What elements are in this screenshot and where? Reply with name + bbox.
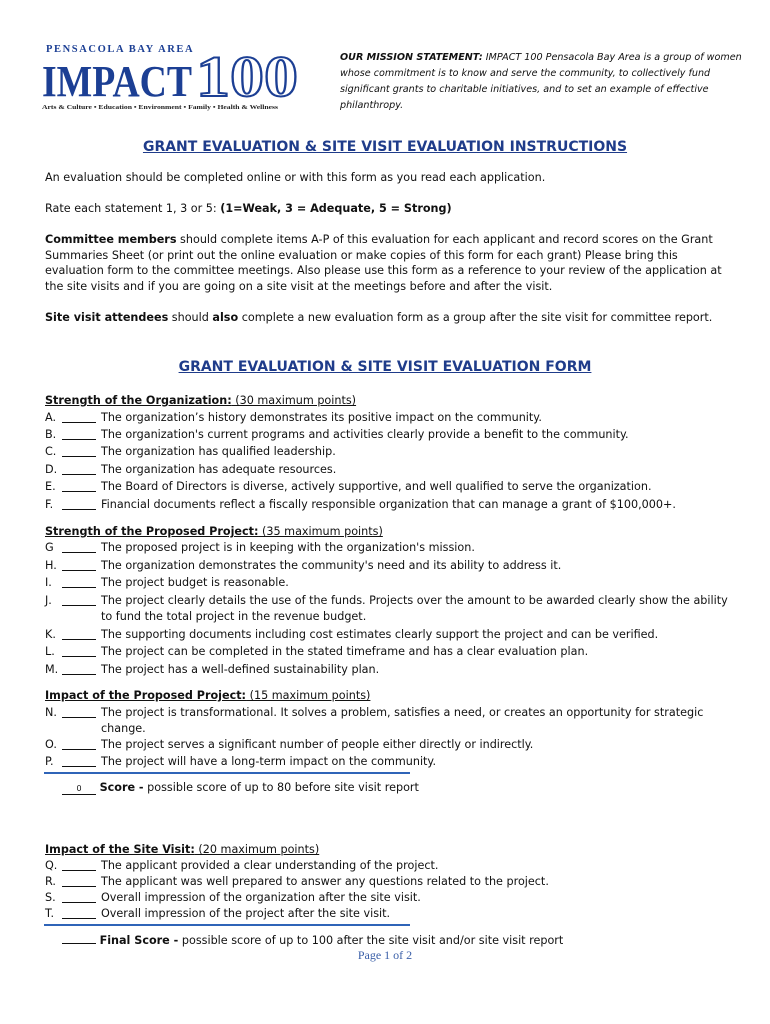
score-label: Score - xyxy=(99,781,144,794)
item-letter: R. xyxy=(45,875,56,888)
item-letter: T. xyxy=(45,907,55,920)
item-text: Overall impression of the project after the site visit. xyxy=(101,907,391,920)
mission-label: OUR MISSION STATEMENT: xyxy=(340,52,483,63)
score-blank[interactable] xyxy=(62,558,96,571)
section-title-text: Impact of the Site Visit: xyxy=(45,843,195,856)
score-field[interactable]: 0 xyxy=(62,783,96,795)
logo-tagline: Arts & Culture • Education • Environment • Family • Health & Wellness xyxy=(42,104,279,111)
item-text: The organization’s history demonstrates its positive impact on the community. xyxy=(101,411,542,424)
item-letter: G xyxy=(45,541,54,554)
final-score-field[interactable] xyxy=(62,943,96,944)
item-text: The project can be completed in the stated timeframe and has a clear evaluation plan. xyxy=(101,645,589,658)
site-visit-also: also xyxy=(212,311,239,324)
item-text: The organization demonstrates the community's need and its ability to address it. xyxy=(101,559,562,572)
rating-lead: Rate each statement 1, 3 or 5: xyxy=(45,202,221,215)
score-blank[interactable] xyxy=(62,705,96,718)
page-number: Page 1 of 2 xyxy=(357,948,413,962)
logo-number: 100 xyxy=(196,44,298,109)
rating-scale: (1=Weak, 3 = Adequate, 5 = Strong) xyxy=(220,202,452,215)
site-visit-label: Site visit attendees xyxy=(45,311,169,324)
item-text: The Board of Directors is diverse, actively supportive, and well qualified to serve the organization. xyxy=(101,480,652,493)
item-text: The project will have a long-term impact on the community. xyxy=(101,755,437,768)
section-title-text: Impact of the Proposed Project: xyxy=(45,689,247,702)
final-score-text: possible score of up to 100 after the site visit and/or site visit report xyxy=(178,934,564,947)
site-visit-text: complete a new evaluation form as a group after the site visit for committee report. xyxy=(238,311,713,324)
committee-label: Committee members xyxy=(45,233,177,246)
item-letter: N. xyxy=(45,706,57,719)
score-blank[interactable] xyxy=(62,497,96,510)
score-blank[interactable] xyxy=(62,427,96,440)
item-letter: O. xyxy=(45,738,57,751)
logo-top-line: PENSACOLA BAY AREA xyxy=(46,44,195,55)
section-divider xyxy=(44,772,410,774)
item-text: The project clearly details the use of the funds. Projects over the amount to be awarded clearly show the ability to fund the total project in the revenue budget. xyxy=(101,594,728,623)
section-points: (20 maximum points) xyxy=(194,843,320,856)
item-letter: C. xyxy=(45,445,57,458)
score-blank[interactable] xyxy=(62,754,96,767)
logo-main-word: IMPACT xyxy=(42,57,192,106)
score-row xyxy=(62,780,419,795)
item-letter: A. xyxy=(45,411,57,424)
item-letter: M. xyxy=(45,663,59,676)
score-blank[interactable] xyxy=(62,462,96,475)
score-blank[interactable] xyxy=(62,858,96,871)
score-blank[interactable] xyxy=(62,540,96,553)
score-blank[interactable] xyxy=(62,575,96,588)
section-title-text: Strength of the Organization: xyxy=(45,394,232,407)
item-letter: Q. xyxy=(45,859,58,872)
item-text: Financial documents reflect a fiscally responsible organization that can manage a grant of $100,000+. xyxy=(101,498,676,511)
score-blank[interactable] xyxy=(62,662,96,675)
item-letter: L. xyxy=(45,645,55,658)
item-letter: B. xyxy=(45,428,57,441)
mission-text: IMPACT 100 Pensacola Bay Area is a group of women whose commitment is to know and serve the community, to collectively fund significant grants to charitable initiatives, and to set an example of effective philanthropy. xyxy=(340,52,742,111)
section-title-proposed-project xyxy=(45,524,383,539)
score-text: possible score of up to 80 before site visit report xyxy=(143,781,419,794)
final-score-label: Final Score - xyxy=(99,934,179,947)
instructions-rating xyxy=(45,201,735,217)
section-title-site-visit xyxy=(45,842,319,857)
item-letter: I. xyxy=(45,576,52,589)
mission-statement xyxy=(340,50,750,114)
item-text: The project is transformational. It solves a problem, satisfies a need, or creates an opportunity for strategic change. xyxy=(101,706,704,735)
committee-text: should complete items A-P of this evaluation for each applicant and record scores on the Grant Summaries Sheet (or print out the online evaluation or make copies of this form for each grant) Please bring this evaluation form to the committee meetings. Also please use this form as a reference to your review of the application at the site visits and if you are going on a site visit at the meetings before and after the visit. xyxy=(45,233,722,293)
score-blank[interactable] xyxy=(62,874,96,887)
item-letter: D. xyxy=(45,463,58,476)
final-score-row xyxy=(62,933,563,948)
item-text: The project budget is reasonable. xyxy=(101,576,289,589)
section-points: (30 maximum points) xyxy=(231,394,357,407)
instructions-heading: GRANT EVALUATION & SITE VISIT EVALUATION INSTRUCTIONS xyxy=(142,139,628,155)
item-letter: S. xyxy=(45,891,56,904)
impact100-logo xyxy=(42,42,300,112)
score-blank[interactable] xyxy=(62,890,96,903)
item-letter: F. xyxy=(45,498,54,511)
item-letter: H. xyxy=(45,559,57,572)
score-blank[interactable] xyxy=(62,444,96,457)
section-title-text: Strength of the Proposed Project: xyxy=(45,525,259,538)
item-text: The applicant was well prepared to answer any questions related to the project. xyxy=(101,875,549,888)
score-blank[interactable] xyxy=(62,737,96,750)
item-letter: P. xyxy=(45,755,54,768)
form-heading: GRANT EVALUATION & SITE VISIT EVALUATION FORM xyxy=(178,359,592,375)
section-points: (35 maximum points) xyxy=(258,525,383,538)
score-blank[interactable] xyxy=(62,644,96,657)
instructions-committee xyxy=(45,232,735,294)
item-text: The project serves a significant number of people either directly or indirectly. xyxy=(101,738,534,751)
section-points: (15 maximum points) xyxy=(246,689,371,702)
section-title-impact-project xyxy=(45,688,370,703)
item-text: The organization has qualified leadership. xyxy=(101,445,336,458)
score-blank[interactable] xyxy=(62,479,96,492)
score-blank[interactable] xyxy=(62,906,96,919)
item-letter: E. xyxy=(45,480,56,493)
item-text: The supporting documents including cost estimates clearly support the project and can be verified. xyxy=(101,628,659,641)
item-text: Overall impression of the organization after the site visit. xyxy=(101,891,421,904)
section-divider xyxy=(44,924,410,926)
section-title-organization xyxy=(45,393,356,408)
item-text: The organization has adequate resources. xyxy=(101,463,337,476)
item-letter: K. xyxy=(45,628,56,641)
score-blank[interactable] xyxy=(62,593,96,606)
item-text: The project has a well-defined sustainability plan. xyxy=(101,663,380,676)
item-text: The proposed project is in keeping with the organization's mission. xyxy=(101,541,475,554)
instructions-site-visit xyxy=(45,310,735,326)
site-visit-mid: should xyxy=(168,311,213,324)
instructions-p1: An evaluation should be completed online or with this form as you read each application. xyxy=(45,171,546,184)
score-blank[interactable] xyxy=(62,410,96,423)
item-letter: J. xyxy=(45,594,52,607)
score-blank[interactable] xyxy=(62,627,96,640)
item-text: The applicant provided a clear understanding of the project. xyxy=(101,859,439,872)
item-text: The organization's current programs and activities clearly provide a benefit to the community. xyxy=(101,428,629,441)
